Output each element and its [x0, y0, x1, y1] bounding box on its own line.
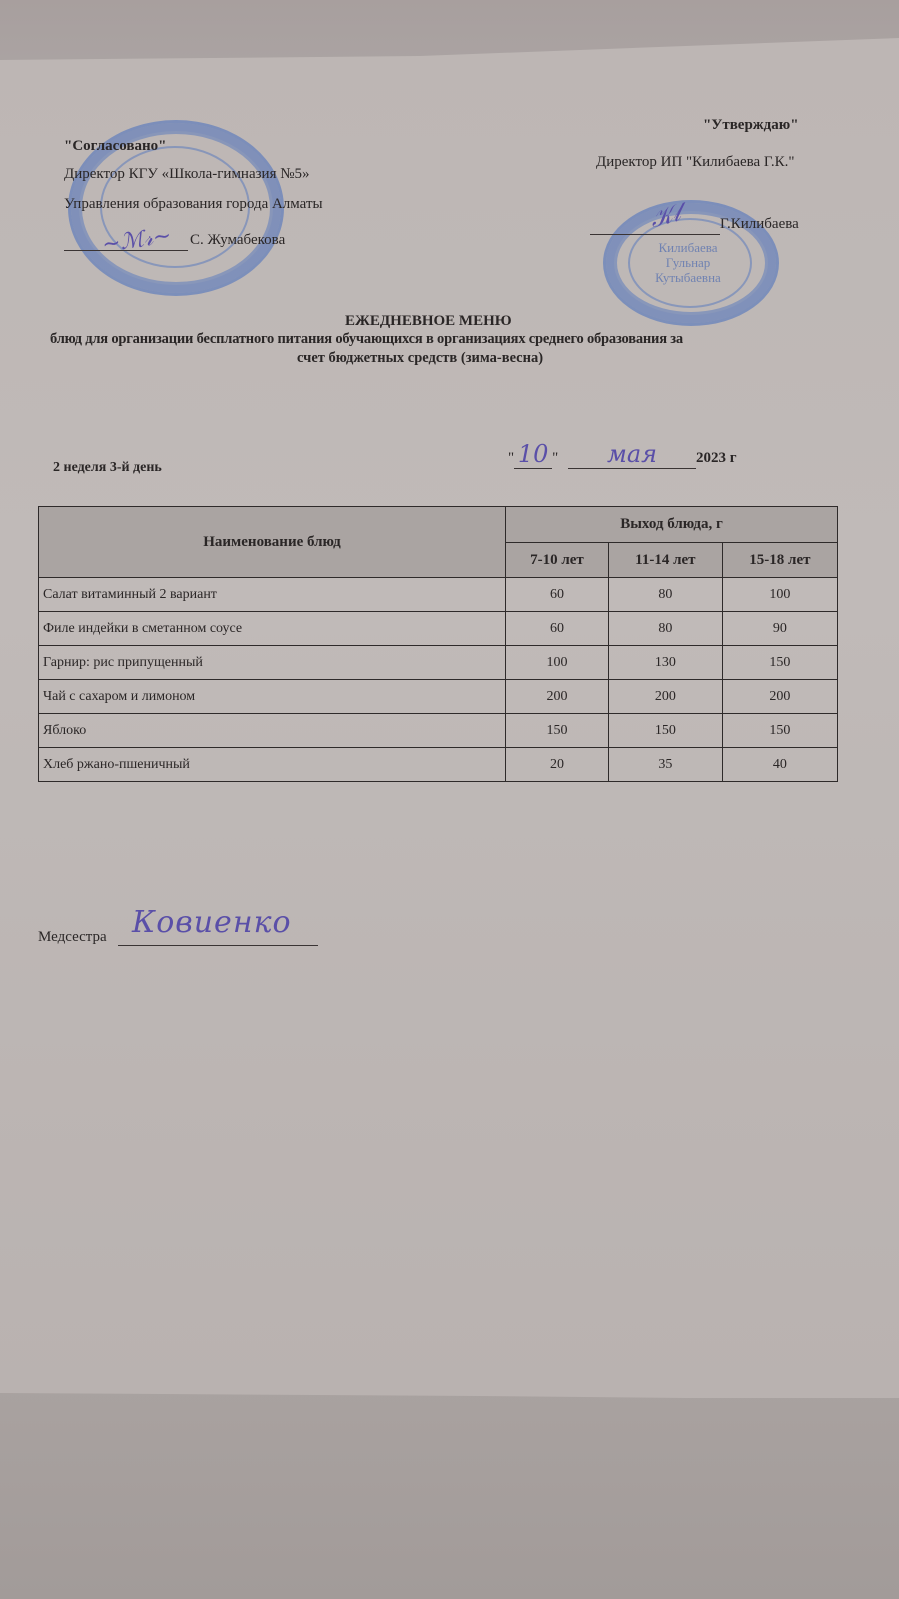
document-subtitle-line1: блюд для организации бесплатного питания обучающихся в организациях среднего образования за	[50, 331, 683, 347]
approval-right-signatory: Г.Килибаева	[720, 216, 799, 232]
date-day: 10	[514, 440, 552, 469]
dish-name: Яблоко	[39, 714, 506, 748]
header-age-7-10: 7-10 лет	[506, 543, 609, 578]
stamp-right-text: Килибаева Гульнар Кутыбаевна	[655, 240, 721, 285]
header-age-15-18: 15-18 лет	[722, 543, 837, 578]
dish-name: Гарнир: рис припущенный	[39, 646, 506, 680]
table-row	[39, 578, 838, 612]
dish-name: Филе индейки в сметанном соусе	[39, 612, 506, 646]
yield-15-18: 150	[722, 646, 837, 680]
approval-left-heading: "Согласовано"	[64, 138, 167, 154]
approval-left-line1: Директор КГУ «Школа-гимназия №5»	[64, 166, 310, 182]
approval-right-line1: Директор ИП "Килибаева Г.К."	[596, 154, 795, 170]
yield-11-14: 80	[608, 578, 722, 612]
yield-11-14: 35	[608, 748, 722, 782]
dish-name: Хлеб ржано-пшеничный	[39, 748, 506, 782]
signature-right: 𝒦𝓁	[646, 198, 684, 234]
signature-line-right	[590, 234, 720, 235]
yield-11-14: 200	[608, 680, 722, 714]
approval-left-signatory: С. Жумабекова	[190, 232, 286, 248]
nurse-signature: Ковиенко	[132, 905, 292, 940]
header-yield: Выход блюда, г	[506, 507, 838, 543]
yield-15-18: 40	[722, 748, 837, 782]
yield-7-10: 60	[506, 612, 609, 646]
yield-7-10: 200	[506, 680, 609, 714]
date-month: мая	[568, 440, 696, 469]
yield-7-10: 150	[506, 714, 609, 748]
dish-name: Чай с сахаром и лимоном	[39, 680, 506, 714]
date-field	[508, 440, 737, 469]
menu-table	[38, 506, 838, 782]
document-title: ЕЖЕДНЕВНОЕ МЕНЮ	[345, 313, 512, 329]
yield-7-10: 100	[506, 646, 609, 680]
table-row	[39, 748, 838, 782]
yield-11-14: 150	[608, 714, 722, 748]
nurse-label: Медсестра	[38, 929, 107, 945]
date-quote-close: "	[552, 450, 559, 466]
yield-15-18: 150	[722, 714, 837, 748]
approval-right-heading: "Утверждаю"	[703, 117, 799, 133]
table-row	[39, 714, 838, 748]
yield-11-14: 80	[608, 612, 722, 646]
table-row	[39, 680, 838, 714]
yield-15-18: 90	[722, 612, 837, 646]
approval-left-line2: Управления образования города Алматы	[64, 196, 323, 212]
yield-7-10: 20	[506, 748, 609, 782]
yield-15-18: 100	[722, 578, 837, 612]
week-day-label: 2 неделя 3-й день	[53, 460, 162, 475]
table-row	[39, 612, 838, 646]
yield-15-18: 200	[722, 680, 837, 714]
yield-11-14: 130	[608, 646, 722, 680]
dish-name: Салат витаминный 2 вариант	[39, 578, 506, 612]
signature-left: ~ℳ𝓇~	[100, 223, 173, 258]
date-quote-open: "	[508, 450, 515, 466]
document-subtitle-line2: счет бюджетных средств (зима-весна)	[297, 350, 544, 366]
yield-7-10: 60	[506, 578, 609, 612]
header-dish-name: Наименование блюд	[39, 507, 506, 578]
table-row	[39, 646, 838, 680]
nurse-signature-line	[118, 945, 318, 946]
date-year: 2023 г	[696, 450, 737, 466]
header-age-11-14: 11-14 лет	[608, 543, 722, 578]
